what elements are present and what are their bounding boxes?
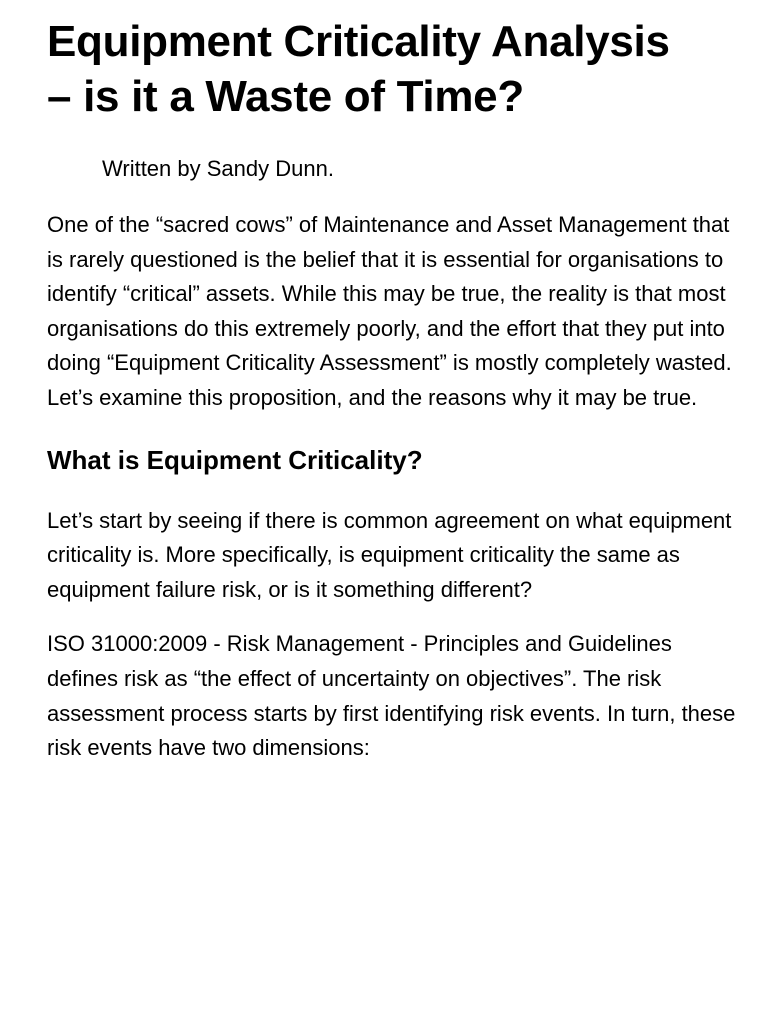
article [47,14,737,766]
section-paragraph-1: Let’s start by seeing if there is common agreement on what equipment criticality is. More specifically, is equipment criticality the same as equipment failure risk, or is it something different? [47,507,732,602]
section-heading: What is Equipment Criticality? [47,444,423,475]
intro-paragraph: One of the “sacred cows” of Maintenance and Asset Management that is rarely questioned is the belief that it is essential for organisations to identify “critical” assets. While this may be true, the reality is that most organisations do this extremely poorly, and the effort that they put into doing “Equipment Criticality Assessment” is mostly completely wasted. Let’s examine this proposition, and the reasons why it may be true. [47,212,732,410]
section-paragraph-2: ISO 31000:2009 - Risk Management - Principles and Guidelines defines risk as “the effect of uncertainty on objectives”. The risk assessment process starts by first identifying risk events. In turn, these risk events have two dimensions: [47,631,736,761]
article-title: Equipment Criticality Analysis – is it a Waste of Time? [47,17,670,121]
article-byline: Written by Sandy Dunn. [102,156,334,181]
